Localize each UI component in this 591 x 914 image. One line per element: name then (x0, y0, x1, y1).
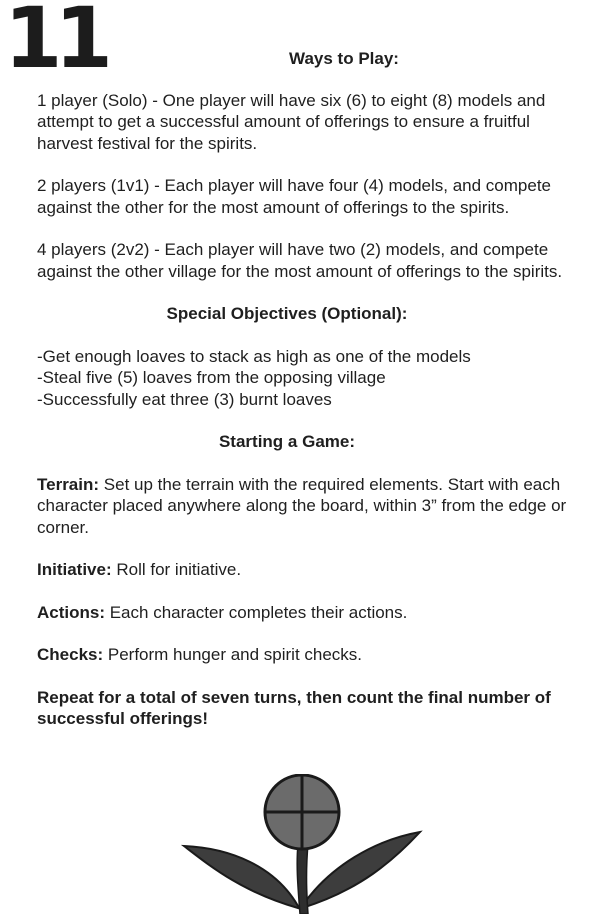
rules-content (37, 48, 571, 730)
mode-duel: 2 players (1v1) - Each player will have four (4) models, and compete against the other for the most amount of offerings to the spirits. (37, 176, 552, 217)
mode-solo: 1 player (Solo) - One player will have six (6) to eight (8) models and attempt to get a successful amount of offerings to ensure a fruitful harvest festival for the spirits. (37, 90, 546, 153)
terrain-step (37, 474, 571, 539)
initiative-text: Roll for initiative. (111, 560, 242, 579)
repeat-instruction: Repeat for a total of seven turns, then count the final number of successful offerings! (37, 687, 551, 728)
flower-icon (180, 774, 426, 914)
left-leaf (184, 846, 298, 908)
actions-text: Each character completes their actions. (105, 602, 408, 622)
starting-heading: Starting a Game: (218, 432, 356, 451)
checks-step (37, 644, 571, 666)
initiative-label: Initiative: (37, 560, 112, 579)
stem (297, 844, 308, 914)
objective-item: -Successfully eat three (3) burnt loaves (37, 389, 332, 409)
actions-label: Actions: (37, 602, 105, 622)
checks-text: Perform hunger and spirit checks. (103, 645, 363, 664)
ways-to-play-heading: Ways to Play: (289, 49, 399, 68)
terrain-label: Terrain: (37, 474, 100, 494)
initiative-step (37, 559, 571, 581)
objective-item: -Steal five (5) loaves from the opposing village (37, 368, 386, 387)
objectives-heading: Special Objectives (Optional): (166, 304, 408, 323)
objective-item: -Get enough loaves to stack as high as one of the models (37, 346, 471, 366)
mode-team: 4 players (2v2) - Each player will have two (2) models, and compete against the other village for the most amount of offerings to the spirits. (37, 240, 563, 281)
actions-step (37, 602, 571, 624)
checks-label: Checks: (37, 645, 104, 664)
page-number: 11 (4, 0, 105, 87)
terrain-text: Set up the terrain with the required elements. Start with each character placed anywhere along the board, within 3” from the edge or corner. (37, 474, 567, 537)
